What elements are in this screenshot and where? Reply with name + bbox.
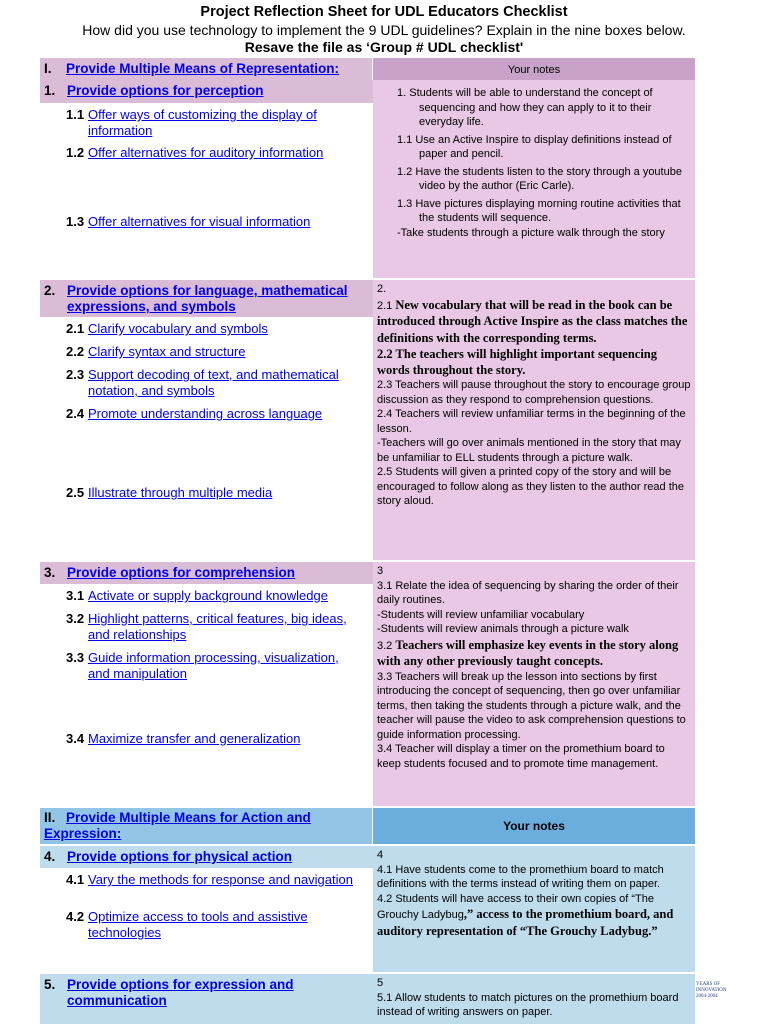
checkpoint-2-3-link[interactable]: Support decoding of text, and mathematical notation, and symbols	[88, 367, 339, 398]
checkpoint-1-2-link[interactable]: Offer alternatives for auditory information	[88, 145, 324, 160]
section-representation-header	[40, 58, 695, 80]
udl-checklist-table	[40, 58, 695, 1024]
guideline-1-link[interactable]: Provide options for perception	[67, 83, 264, 98]
section-action-expression-header	[40, 808, 695, 844]
checkpoint-2-5: 2.5 Illustrate through multiple media	[40, 485, 373, 501]
instructions: How did you use technology to implement the 9 UDL guidelines? Explain in the nine boxes below.	[82, 22, 686, 38]
anniversary-logo: YEARS OF INNOVATION 2004-2004	[696, 982, 727, 999]
page-title: Project Reflection Sheet for UDL Educators Checklist	[200, 4, 568, 20]
guideline-4-header: 4. Provide options for physical action	[40, 846, 373, 868]
checkpoint-1-3-link[interactable]: Offer alternatives for visual information	[88, 214, 311, 229]
checkpoint-1-2: 1.2 Offer alternatives for auditory information	[40, 145, 373, 161]
checkpoint-3-4: 3.4 Maximize transfer and generalization	[40, 731, 373, 747]
checkpoint-3-1-link[interactable]: Activate or supply background knowledge	[88, 588, 328, 603]
section-representation-link[interactable]: Provide Multiple Means of Representation:	[66, 61, 340, 76]
checkpoint-3-1: 3.1 Activate or supply background knowledge	[40, 588, 373, 604]
checkpoint-2-3: 2.3 Support decoding of text, and mathematical notation, and symbols	[40, 367, 373, 399]
guideline-2-notes: 2. 2.1 New vocabulary that will be read in the book can be introduced through Active Inspire as the class matches the definitions with the corresponding terms. 2.2 The teachers will highlight important sequencing words throughout the story. 2.3 Teachers will pause throughout the story to encourage group discussion as they respond to comprehension questions. 2.4 Teachers will review unfamiliar terms in the beginning of the lesson. -Teachers will go over animals mentioned in the story that may be unfamiliar to ELL students through a picture walk. 2.5 Students will given a printed copy of the story and will be encouraged to follow along as they listen to the author read the story aloud.	[373, 280, 695, 560]
checkpoint-3-4-link[interactable]: Maximize transfer and generalization	[88, 731, 301, 746]
checkpoint-2-2-link[interactable]: Clarify syntax and structure	[88, 344, 246, 359]
checkpoint-4-1-link[interactable]: Vary the methods for response and navigation	[88, 872, 353, 887]
checkpoint-1-1: 1.1 Offer ways of customizing the display of information	[40, 107, 373, 139]
checkpoint-2-4-link[interactable]: Promote understanding across language	[88, 406, 323, 421]
checkpoint-2-1: 2.1 Clarify vocabulary and symbols	[40, 321, 373, 337]
checkpoint-4-2: 4.2 Optimize access to tools and assistive technologies	[40, 909, 373, 941]
guideline-4-link[interactable]: Provide options for physical action	[67, 849, 293, 864]
guideline-4-row	[40, 846, 695, 972]
checkpoint-2-5-link[interactable]: Illustrate through multiple media	[88, 485, 273, 500]
guideline-3-header: 3. Provide options for comprehension	[40, 562, 373, 584]
guideline-3-link[interactable]: Provide options for comprehension	[67, 565, 296, 580]
page-header	[0, 4, 768, 55]
section-action-expression-link[interactable]: Provide Multiple Means for Action and Expression:	[44, 810, 311, 841]
checkpoint-3-2: 3.2 Highlight patterns, critical features, big ideas, and relationships	[40, 611, 373, 643]
checkpoint-3-3-link[interactable]: Guide information processing, visualization, and manipulation	[88, 650, 339, 681]
checkpoint-2-1-link[interactable]: Clarify vocabulary and symbols	[88, 321, 268, 336]
checkpoint-1-3: 1.3 Offer alternatives for visual information	[40, 214, 373, 230]
guideline-3-row	[40, 562, 695, 806]
guideline-2-row	[40, 280, 695, 560]
section-numeral: II.	[44, 810, 56, 825]
notes-header: Your notes	[373, 808, 695, 844]
guideline-1-row	[40, 80, 695, 278]
resave-instruction: Resave the file as ‘Group # UDL checklist'	[244, 39, 524, 55]
checkpoint-4-2-link[interactable]: Optimize access to tools and assistive technologies	[88, 909, 308, 940]
checkpoint-2-2: 2.2 Clarify syntax and structure	[40, 344, 373, 360]
checkpoint-2-4: 2.4 Promote understanding across language	[40, 406, 373, 422]
guideline-2-link[interactable]: Provide options for language, mathematical expressions, and symbols	[67, 283, 348, 314]
guideline-4-notes: 4 4.1 Have students come to the promethium board to match definitions with the terms instead of writing them on paper. 4.2 Students will have access to their own copies of “The Grouchy Ladybug,” access to the promethium board, and auditory representation of “The Grouchy Ladybug.”	[373, 846, 695, 972]
section-numeral: I.	[44, 61, 52, 76]
guideline-1-header: 1. Provide options for perception	[40, 80, 373, 103]
checkpoint-4-1: 4.1 Vary the methods for response and navigation	[40, 872, 373, 888]
checkpoint-1-1-link[interactable]: Offer ways of customizing the display of information	[88, 107, 317, 138]
guideline-3-notes: 3 3.1 Relate the idea of sequencing by sharing the order of their daily routines. -Students will review unfamiliar vocabulary -Students will review animals through a picture walk 3.2 Teachers will emphasize key events in the story along with any other previously taught concepts. 3.3 Teachers will break up the lesson into sections by first introducing the concept of sequencing, then go over unfamiliar terms, then taking the students through a picture walk, and the teacher will pause the video to ask comprehension questions to guide information processing. 3.4 Teacher will display a timer on the promethium board to keep students focused and to promote time management.	[373, 562, 695, 806]
checkpoint-3-3: 3.3 Guide information processing, visualization, and manipulation	[40, 650, 373, 682]
guideline-5-header: 5. Provide options for expression and communication	[40, 974, 373, 1024]
guideline-5-row	[40, 974, 695, 1024]
checkpoint-3-2-link[interactable]: Highlight patterns, critical features, big ideas, and relationships	[88, 611, 347, 642]
guideline-5-notes: 5 5.1 Allow students to match pictures on the promethium board instead of writing answers on paper.	[373, 974, 695, 1024]
notes-header: Your notes	[373, 58, 695, 80]
guideline-5-link[interactable]: Provide options for expression and communication	[67, 977, 294, 1008]
guideline-1-notes: 1. Students will be able to understand the concept of sequencing and how they can apply to it to their everyday life. 1.1 Use an Active Inspire to display definitions instead of paper and pencil. 1.2 Have the students listen to the story through a youtube video by the author (Eric Carle). 1.3 Have pictures displaying morning routine activities that the students will sequence. -Take students through a picture walk through the story	[373, 80, 695, 278]
guideline-2-header: 2. Provide options for language, mathematical expressions, and symbols	[40, 280, 373, 317]
